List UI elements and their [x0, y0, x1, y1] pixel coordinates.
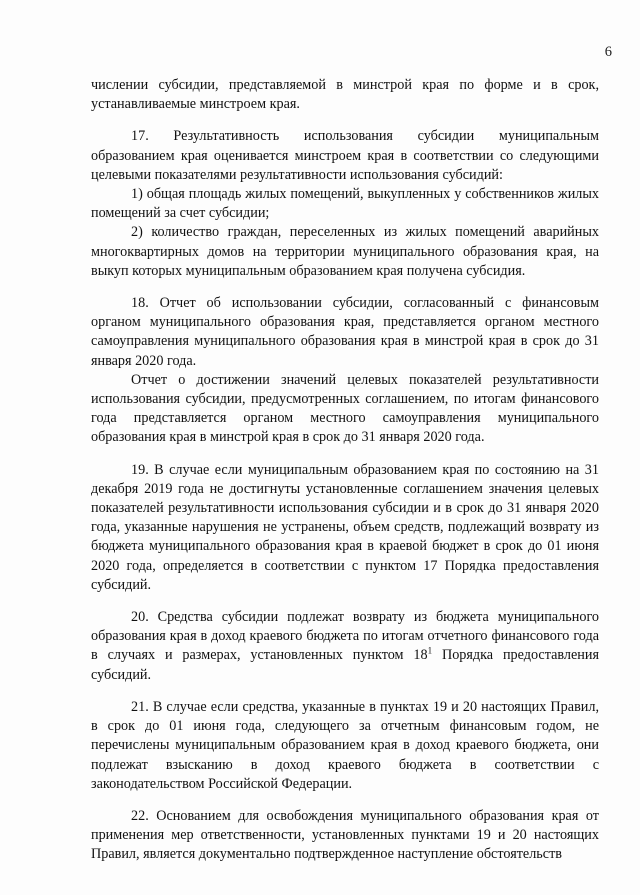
paragraph-17-item-1: 1) общая площадь жилых помещений, выкупленных у собственников жилых помещений за счет субсидии;	[91, 186, 599, 222]
paragraph-20	[91, 608, 599, 685]
paragraph-gap	[91, 448, 599, 461]
paragraph-19: 19. В случае если муниципальным образованием края по состоянию на 31 декабря 2019 года не достигнуты установленные соглашением значения целевых показателей результативности использования субсидии и в срок до 31 января 2020 года, указанные нарушения не устранены, объем средств, подлежащий возврату из бюджета муниципального образования края в краевой бюджет в срок до 01 июня 2020 года, определяется в соответствии с пунктом 17 Порядка предоставления субсидий.	[91, 461, 599, 593]
paragraph-21: 21. В случае если средства, указанные в пунктах 19 и 20 настоящих Правил, в срок до 01 июня года, следующего за отчетным финансовым годом, не перечислены муниципальным образованием края в доход краевого бюджета, они подлежат взысканию в доход краевого бюджета в соответствии с законодательством Российской Федерации.	[91, 698, 599, 792]
paragraph-20-text-before: 20. Средства субсидии подлежат возврату из бюджета муниципального образования края в доход краевого бюджета по итогам отчетного финансового года в случаях и размерах, установленных пунктом 18	[91, 609, 599, 664]
page-number: 6	[604, 44, 612, 60]
document-body	[91, 76, 599, 865]
paragraph-20-superscript: 1	[427, 645, 433, 656]
paragraph-gap	[91, 794, 599, 807]
paragraph-22: 22. Основанием для освобождения муниципального образования края от применения мер ответственности, установленных пунктами 19 и 20 настоящих Правил, является документально подтвержденное наступление обстоятельств	[91, 807, 599, 863]
paragraph-17-item-2: 2) количество граждан, переселенных из жилых помещений аварийных многоквартирных домов на территории муниципального образования края, на выкуп которых муниципальным образованием края получена субсидия.	[91, 224, 599, 279]
paragraph-20-text-after: Порядка предоставления субсидий.	[91, 647, 599, 683]
paragraph-gap	[91, 281, 599, 294]
paragraph-gap	[91, 685, 599, 698]
paragraph-gap	[91, 114, 599, 127]
paragraph-gap	[91, 595, 599, 608]
paragraph-18-report: Отчет о достижении значений целевых показателей результативности использования субсидии, предусмотренных соглашением, по итогам финансового года представляется органом местного самоуправления муниципального образования края в минстрой края в срок до 31 января 2020 года.	[91, 371, 599, 446]
paragraph-continuation: числении субсидии, представляемой в минстрой края по форме и в срок, устанавливаемые минстроем края.	[91, 77, 599, 113]
paragraph-17: 17. Результативность использования субсидии муниципальным образованием края оценивается минстроем края в соответствии со следующими целевыми показателями результативности использования субсидий:	[91, 128, 599, 183]
paragraph-18: 18. Отчет об использовании субсидии, согласованный с финансовым органом муниципального образования края, представляется органом местного самоуправления муниципального образования края в минстрой края в срок до 31 января 2020 года.	[91, 295, 599, 369]
